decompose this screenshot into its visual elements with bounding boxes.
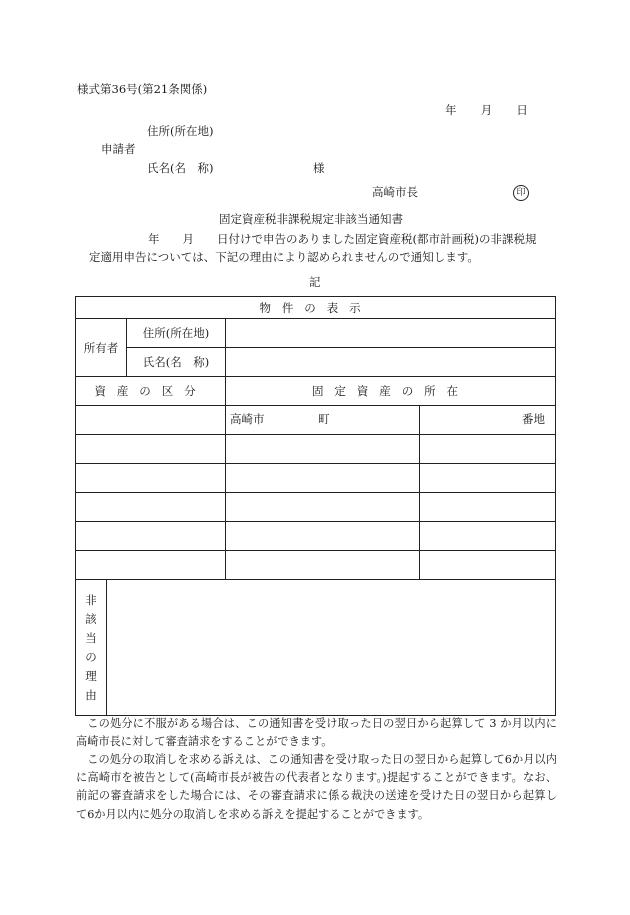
- applicant-address-label: 住所(所在地): [147, 124, 214, 138]
- location-lot: 番地: [522, 412, 545, 426]
- location-lot-cell[interactable]: [420, 406, 556, 435]
- asset-class-value[interactable]: [76, 464, 226, 493]
- ki-label: 記: [309, 275, 321, 289]
- owner-address-value[interactable]: [226, 319, 556, 348]
- location-city: 高崎市: [230, 412, 265, 426]
- owner-name-label: 氏名(名 称): [127, 348, 226, 377]
- location-value[interactable]: [420, 435, 556, 464]
- location-header: 固定資産の所在: [312, 384, 469, 398]
- reason-char: 由: [85, 687, 97, 702]
- applicant-label: 申請者: [101, 142, 136, 156]
- property-table: [75, 296, 556, 716]
- lawsuit-note: この処分の取消しを求める訴えは、この通知書を受け取った日の翌日から起算して6か月以内に高崎市を被告として(高崎市長が被告の代表者となります。)提起することができます。なお、前記の審査請求をした場合には、その審査請求に係る裁決の送達を受けた日の翌日から起算して6か月以内に処分の取消しを求める訴えを提起することができます。: [76, 753, 557, 821]
- location-town: 町: [318, 412, 330, 426]
- reason-label: [76, 580, 107, 716]
- seal: [513, 184, 529, 201]
- applicant-honorific: 様: [313, 161, 325, 175]
- reason-char: 当: [85, 630, 97, 645]
- owner-name-value[interactable]: [226, 348, 556, 377]
- location-value[interactable]: [226, 464, 420, 493]
- asset-class-value[interactable]: [76, 435, 226, 464]
- reason-char: 該: [85, 611, 97, 626]
- location-value[interactable]: [226, 551, 420, 580]
- seal-icon: 印: [513, 185, 529, 201]
- asset-class-value[interactable]: [76, 551, 226, 580]
- asset-class-value[interactable]: [76, 406, 226, 435]
- form-number: 様式第36号(第21条関係): [77, 82, 208, 96]
- location-value[interactable]: [420, 551, 556, 580]
- asset-class-header: 資産の区分: [94, 384, 207, 398]
- owner-address-label: 住所(所在地): [127, 319, 226, 348]
- location-value[interactable]: [226, 493, 420, 522]
- owner-label: 所有者: [76, 319, 127, 377]
- reason-char: の: [85, 649, 97, 664]
- asset-class-value[interactable]: [76, 493, 226, 522]
- location-value[interactable]: [420, 493, 556, 522]
- location-header-cell: [226, 377, 556, 406]
- location-city-cell[interactable]: [226, 406, 420, 435]
- location-value[interactable]: [420, 464, 556, 493]
- location-value[interactable]: [226, 522, 420, 551]
- applicant-name-label: 氏名(名 称): [147, 161, 214, 175]
- reason-value[interactable]: [107, 580, 556, 716]
- reason-char: 非: [85, 592, 97, 607]
- intro-line-2: 定適用申告については、下記の理由により認められませんので通知します。: [89, 250, 479, 264]
- issuer-title: 高崎市長: [372, 185, 418, 199]
- location-value[interactable]: [226, 435, 420, 464]
- date-line: 年 月 日: [445, 103, 529, 117]
- intro-line-1: 年 月 日付けで申告のありました固定資産税(都市計画税)の非課税規: [148, 232, 537, 246]
- document-title: 固定資産税非課税規定非該当通知書: [219, 212, 403, 226]
- section-header: 物件の表示: [259, 300, 372, 315]
- reason-char: 理: [85, 668, 97, 683]
- appeal-note: この処分に不服がある場合は、この通知書を受け取った日の翌日から起算して 3 か月以内に高崎市長に対して審査請求をすることができます。: [76, 717, 557, 749]
- section-header-cell: [76, 297, 556, 319]
- asset-class-value[interactable]: [76, 522, 226, 551]
- location-value[interactable]: [420, 522, 556, 551]
- asset-class-header-cell: [76, 377, 226, 406]
